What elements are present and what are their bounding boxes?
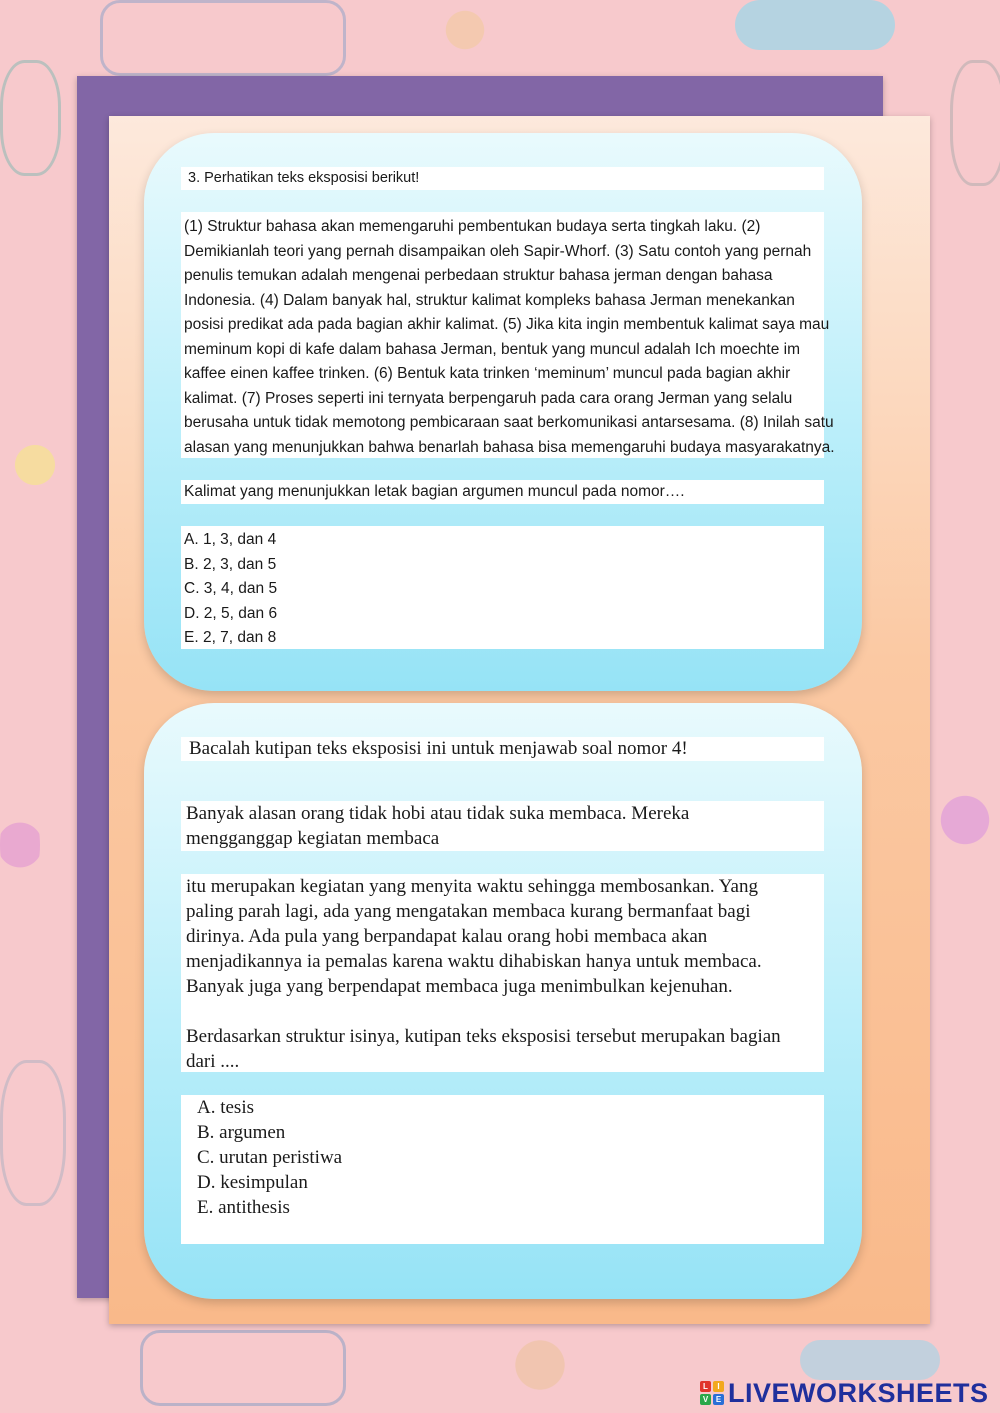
question-3-options[interactable] (181, 526, 824, 649)
passage-line: menjadikannya ia pemalas karena waktu dihabiskan hanya untuk membaca. (186, 951, 762, 972)
figure-doodle (950, 60, 1000, 186)
question-4-options[interactable] (181, 1095, 824, 1244)
passage-line: itu merupakan kegiatan yang menyita waktu sehingga membosankan. Yang (186, 876, 758, 897)
passage-line: dirinya. Ada pula yang berpandapat kalau orang hobi membaca akan (186, 926, 708, 947)
answer-option[interactable]: A. tesis (197, 1097, 254, 1118)
car-doodle (100, 0, 346, 76)
logo-mark-letter: L (700, 1381, 711, 1392)
figure-doodle (0, 1060, 66, 1206)
logo-mark-letter: I (713, 1381, 724, 1392)
intro-line: mengganggap kegiatan membaca (186, 828, 440, 849)
passage-line: penulis temukan adalah mengenai perbedaan struktur bahasa jerman dengan bahasa (184, 267, 773, 284)
sun-doodle (480, 1330, 600, 1400)
answer-option[interactable]: D. 2, 5, dan 6 (184, 604, 278, 622)
figure-doodle (0, 60, 61, 176)
passage-line: Indonesia. (4) Dalam banyak hal, struktur kalimat kompleks bahasa Jerman menekankan (184, 291, 795, 309)
passage-line: Demikianlah teori yang pernah disampaikan oleh Sapir-Whorf. (3) Satu contoh yang pernah (184, 242, 812, 260)
passage-line: kaffee einen kaffee trinken. (6) Bentuk kata trinken ‘meminum’ muncul pada bagian akhir (184, 365, 791, 382)
answer-option[interactable]: C. 3, 4, dan 5 (184, 580, 278, 597)
question-4-title (181, 737, 824, 761)
answer-option[interactable]: E. antithesis (197, 1197, 290, 1218)
sun-doodle (420, 0, 510, 60)
sun-doodle (0, 430, 70, 500)
passage-line: alasan yang menunjukkan bahwa benarlah bahasa bisa memengaruhi budaya masyarakatnya. (184, 438, 835, 456)
question-3-passage (181, 212, 835, 458)
passage-line: meminum kopi di kafe dalam bahasa Jerman, bentuk yang muncul adalah Ich moechte im (184, 340, 801, 358)
answer-option[interactable]: A. 1, 3, dan 4 (184, 531, 277, 548)
passage-line: posisi predikat ada pada bagian akhir kalimat. (5) Jika kita ingin membentuk kalimat saya mau (184, 316, 830, 333)
cloud-doodle (800, 1340, 940, 1380)
cloud-doodle (735, 0, 895, 50)
question-4-title-text: Bacalah kutipan teks eksposisi ini untuk menjawab soal nomor 4! (189, 738, 688, 759)
logo-mark-letter: E (713, 1394, 724, 1405)
question-4-intro (181, 801, 824, 851)
logo-mark-icon (700, 1381, 724, 1405)
answer-option[interactable]: D. kesimpulan (197, 1172, 308, 1193)
prompt-line: dari .... (186, 1051, 240, 1072)
answer-option[interactable]: C. urutan peristiwa (197, 1147, 343, 1168)
logo-mark-letter: V (700, 1394, 711, 1405)
answer-option[interactable]: B. 2, 3, dan 5 (184, 555, 277, 573)
prompt-line: Berdasarkan struktur isinya, kutipan teks eksposisi tersebut merupakan bagian (186, 1026, 781, 1047)
flower-doodle (930, 780, 1000, 860)
logo-text: LIVEWORKSHEETS (728, 1378, 989, 1408)
car-doodle (140, 1330, 346, 1406)
spacer-line (186, 999, 819, 1024)
passage-line: kalimat. (7) Proses seperti ini ternyata berpengaruh pada cara orang Jerman yang selalu (184, 389, 793, 407)
answer-option[interactable]: E. 2, 7, dan 8 (184, 629, 277, 646)
question-4-passage (181, 874, 824, 1072)
passage-line: Banyak juga yang berpendapat membaca juga menimbulkan kejenuhan. (186, 976, 733, 997)
answer-option[interactable]: B. argumen (197, 1122, 286, 1143)
question-3-prompt (181, 480, 824, 504)
question-3-title-text: 3. Perhatikan teks eksposisi berikut! (188, 170, 420, 186)
question-3-prompt-text: Kalimat yang menunjukkan letak bagian argumen muncul pada nomor…. (184, 483, 685, 500)
question-3-title (181, 167, 824, 190)
flower-doodle (0, 800, 40, 890)
liveworksheets-logo (700, 1376, 989, 1410)
passage-line: (1) Struktur bahasa akan memengaruhi pembentukan budaya serta tingkah laku. (2) (184, 218, 761, 235)
passage-line: berusaha untuk tidak memotong pembicaraan saat berkomunikasi antarsesama. (8) Inilah satu (184, 414, 834, 431)
intro-line: Banyak alasan orang tidak hobi atau tidak suka membaca. Mereka (186, 803, 690, 824)
passage-line: paling parah lagi, ada yang mengatakan membaca kurang bermanfaat bagi (186, 901, 751, 922)
